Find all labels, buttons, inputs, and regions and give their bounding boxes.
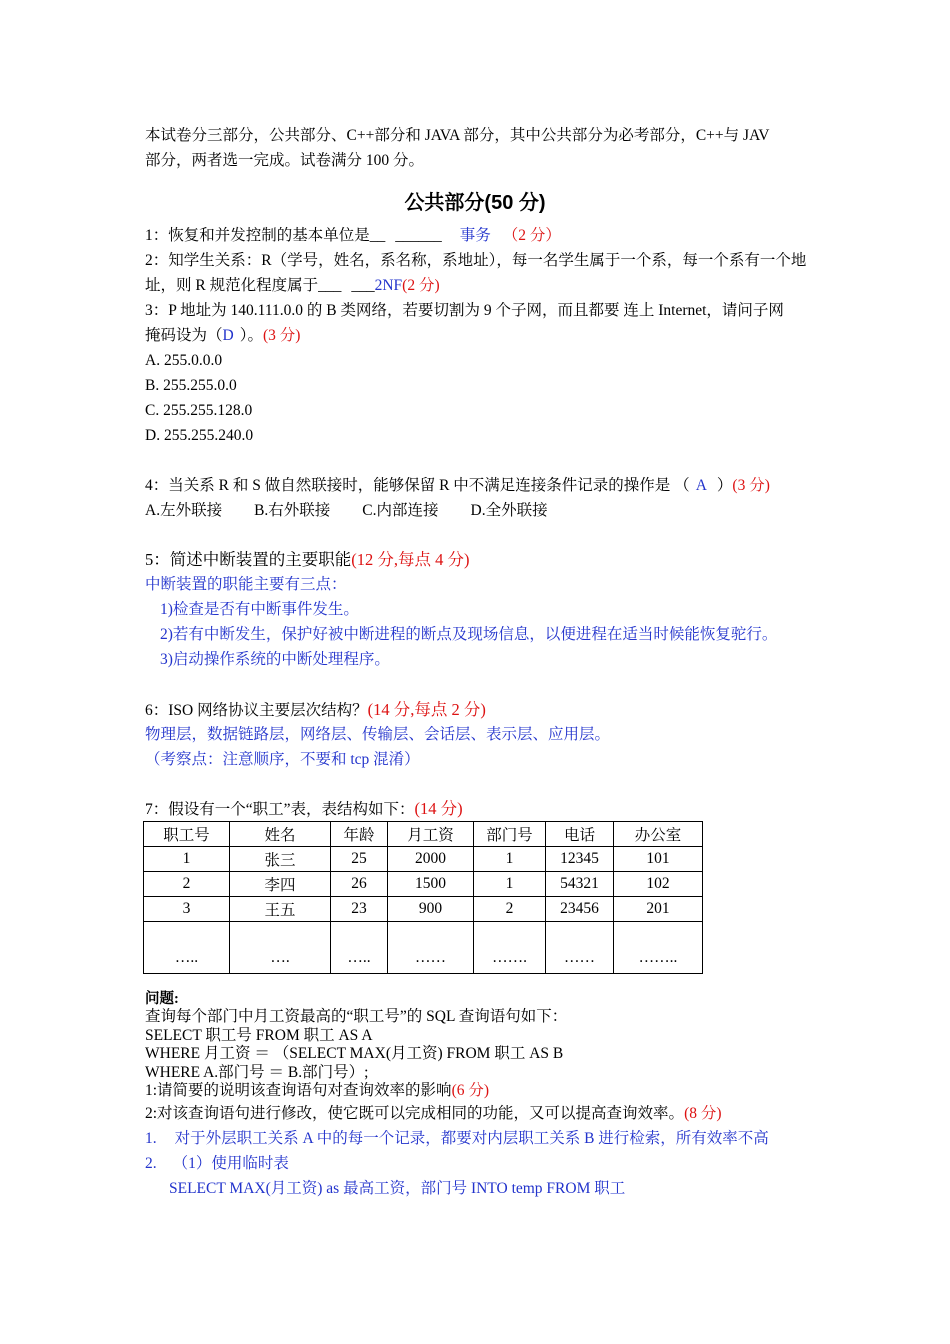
table-cell: 12345 (546, 847, 614, 872)
table-cell: 1 (474, 847, 546, 872)
q3-post: ）。 (239, 327, 263, 344)
table-cell: …. (230, 922, 331, 974)
q1-blank: ______ (395, 227, 442, 244)
q4-option-a: A.左外联接 (145, 502, 223, 519)
table-row (144, 922, 703, 974)
table-cell: 王五 (230, 897, 331, 922)
sub1-text: 1:请简要的说明该查询语句对查询效率的影响 (145, 1082, 452, 1099)
table-cell: 54321 (546, 872, 614, 897)
table-cell: 2 (144, 872, 230, 897)
table-cell: 101 (614, 847, 703, 872)
table-cell: 李四 (230, 872, 331, 897)
table-row (144, 872, 703, 897)
intro-line-1: 本试卷分三部分，公共部分、C++部分和 JAVA 部分，其中公共部分为必考部分，C++与 JAV (145, 127, 770, 144)
q4-option-c: C.内部连接 (362, 502, 439, 519)
q2-text: 址，则 R 规范化程度属于___ (145, 277, 342, 294)
intro-line-2: 部分，两者选一完成。试卷满分 100 分。 (145, 152, 425, 169)
answer-2-text: （1）使用临时表 (172, 1155, 289, 1172)
q2-line-1: 2：知学生关系：R（学号，姓名，系名称，系地址），每一名学生属于一个系，每一个系有一个地 (145, 252, 807, 269)
q4-option-b: B.右外联接 (254, 502, 331, 519)
question-6 (145, 700, 486, 721)
q4-score: (3 分) (732, 477, 770, 494)
table-cell: ….. (331, 922, 388, 974)
q3-score: (3 分) (262, 327, 301, 344)
question-2-line-2 (145, 276, 440, 296)
q2-score: (2 分) (402, 277, 440, 294)
question-3-line-2 (145, 326, 300, 346)
sub2-text: 2:对该查询语句进行修改，使它既可以完成相同的功能，又可以提高查询效率。 (145, 1105, 685, 1122)
problem-line-2: SELECT 职工号 FROM 职工 AS A (145, 1027, 373, 1044)
table-cell: 23 (331, 897, 388, 922)
question-1 (145, 226, 561, 246)
q1-text: 1：恢复和并发控制的基本单位是__ (145, 227, 386, 244)
table-cell: 102 (614, 872, 703, 897)
table-cell: 2 (474, 897, 546, 922)
problem-label: 问题: (145, 991, 179, 1007)
answer-2-sql: SELECT MAX(月工资) as 最高工资，部门号 INTO temp FROM 职工 (169, 1180, 626, 1197)
table-row (144, 847, 703, 872)
q3-option-b: B. 255.255.0.0 (145, 377, 237, 394)
table-cell: 1500 (388, 872, 474, 897)
problem-line-1: 查询每个部门中月工资最高的“职工号”的 SQL 查询语句如下： (145, 1008, 568, 1025)
table-header-cell: 职工号 (144, 822, 230, 847)
q5-point-1: 1)检查是否有中断事件发生。 (160, 601, 359, 618)
q7-text: 7：假设有一个“职工”表，表结构如下： (145, 801, 415, 818)
employee-table (143, 821, 703, 974)
answer-2 (145, 1154, 289, 1174)
sub2-score: (8 分) (684, 1105, 722, 1122)
answer-1 (145, 1129, 769, 1149)
section-title: 公共部分(50 分) (404, 192, 546, 214)
q6-score: (14 分,每点 2 分) (367, 700, 486, 719)
table-cell: 2000 (388, 847, 474, 872)
q1-score: （2 分） (502, 227, 561, 244)
q3-option-c: C. 255.255.128.0 (145, 402, 253, 419)
table-cell: 张三 (230, 847, 331, 872)
table-cell: 201 (614, 897, 703, 922)
q6-answer: 物理层，数据链路层，网络层、传输层、会话层、表示层、应用层。 (145, 726, 611, 743)
table-header-cell: 电话 (546, 822, 614, 847)
table-cell: …… (388, 922, 474, 974)
table-header-cell: 部门号 (474, 822, 546, 847)
q6-note: （考察点：注意顺序，不要和 tcp 混淆） (145, 751, 420, 768)
q5-score: (12 分,每点 4 分) (351, 550, 470, 569)
sub-question-2 (145, 1104, 722, 1124)
table-cell: …….. (614, 922, 703, 974)
q3-option-a: A. 255.0.0.0 (145, 352, 223, 369)
answer-1-text: 对于外层职工关系 A 中的每一个记录，都要对内层职工关系 B 进行检索，所有效率不高 (174, 1130, 769, 1147)
q2-blank: ___ (351, 277, 375, 294)
table-cell: 1 (144, 847, 230, 872)
q4-option-d: D.全外联接 (470, 502, 548, 519)
q4-text: 4：当关系 R 和 S 做自然联接时，能够保留 R 中不满足连接条件记录的操作是 （ (145, 477, 690, 494)
q3-line-1: 3：P 地址为 140.111.0.0 的 B 类网络，若要切割为 9 个子网，而且都要 连上 Internet，请问子网 (145, 302, 784, 319)
q3-option-d: D. 255.255.240.0 (145, 427, 254, 444)
sub1-score: (6 分) (451, 1082, 490, 1099)
question-7 (145, 799, 463, 820)
table-header-cell: 办公室 (614, 822, 703, 847)
table-cell: 26 (331, 872, 388, 897)
q5-point-3: 3)启动操作系统的中断处理程序。 (160, 651, 390, 668)
q5-answer-intro: 中断装置的职能主要有三点： (145, 576, 347, 593)
table-cell: …… (546, 922, 614, 974)
problem-line-4: WHERE A.部门号 ＝ B.部门号）; (145, 1064, 369, 1081)
table-cell: 900 (388, 897, 474, 922)
sub-question-1 (145, 1082, 489, 1100)
table-header-cell: 年龄 (331, 822, 388, 847)
table-row (144, 897, 703, 922)
q5-text: 5：简述中断装置的主要职能 (145, 550, 352, 569)
q1-answer: 事务 (459, 227, 491, 244)
problem-line-3: WHERE 月工资 ＝ （SELECT MAX(月工资) FROM 职工 AS B (145, 1045, 564, 1062)
q4-answer: A (695, 477, 707, 494)
question-4 (145, 476, 770, 496)
q6-text: 6：ISO 网络协议主要层次结构？ (145, 702, 368, 719)
question-5 (145, 550, 470, 570)
q2-answer: 2NF (374, 277, 403, 294)
table-cell: ….. (144, 922, 230, 974)
table-header-cell: 月工资 (388, 822, 474, 847)
table-cell: ……. (474, 922, 546, 974)
q7-score: (14 分) (414, 799, 463, 818)
q3-answer: D (222, 327, 234, 344)
q4-close: ） (716, 477, 733, 494)
table-cell: 3 (144, 897, 230, 922)
q3-pre: 掩码设为（ (145, 327, 223, 344)
table-header-cell: 姓名 (230, 822, 331, 847)
answer-2-number: 2. (145, 1155, 157, 1172)
q4-options (145, 501, 548, 521)
table-cell: 1 (474, 872, 546, 897)
q5-point-2: 2)若有中断发生，保护好被中断进程的断点及现场信息，以便进程在适当时候能恢复驼行。 (160, 626, 778, 643)
table-cell: 23456 (546, 897, 614, 922)
table-header-row (144, 822, 703, 847)
table-cell: 25 (331, 847, 388, 872)
answer-1-number: 1. (145, 1130, 157, 1147)
